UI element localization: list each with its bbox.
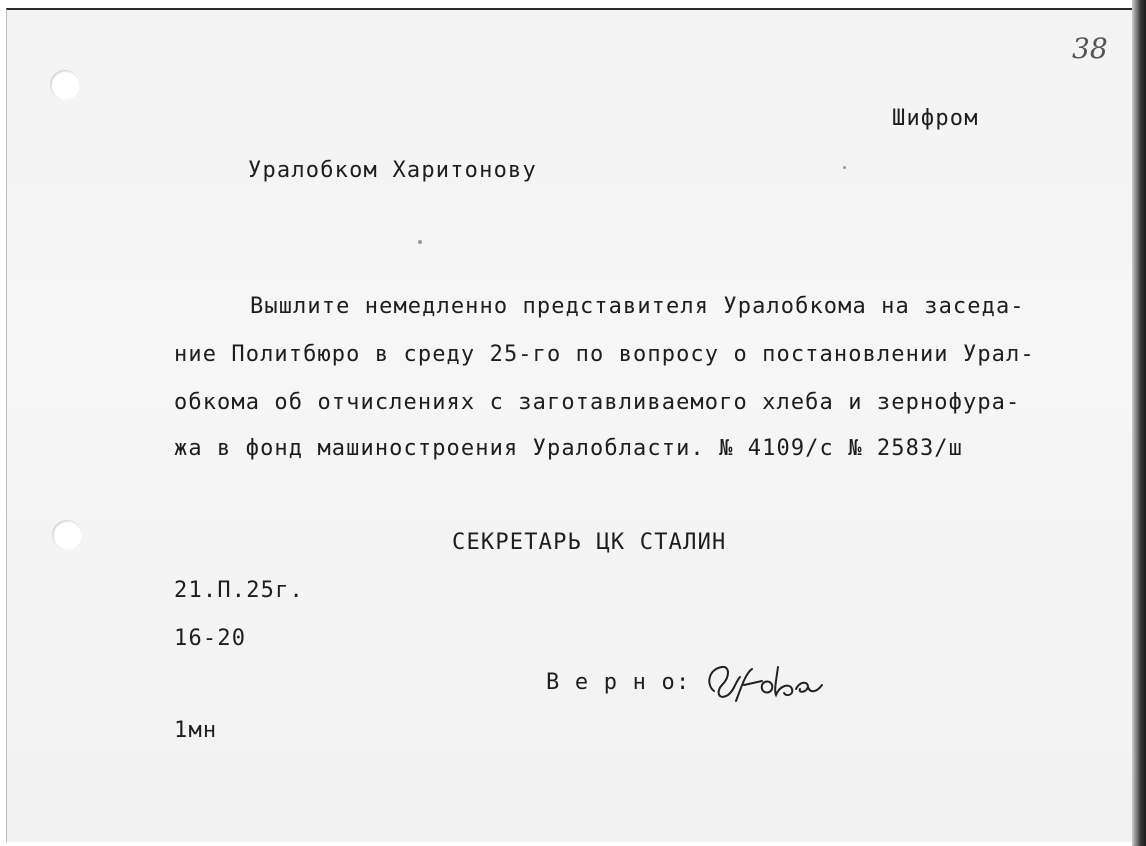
paper-speck	[418, 240, 422, 244]
time: 16-20	[174, 626, 247, 651]
body-line-4: жа в фонд машиностроения Уралобласти. № 4109/с № 2583/ш	[174, 436, 963, 461]
paper-sheet	[6, 8, 1133, 842]
body-line-1: Вышлите немедленно представителя Уралобкома на заседа-	[250, 294, 1025, 319]
cipher-method-label: Шифром	[892, 106, 979, 131]
date: 21.П.25г.	[174, 578, 305, 603]
handwritten-signature	[700, 655, 830, 715]
page-number: 38	[1072, 32, 1108, 65]
signatory: СЕКРЕТАРЬ ЦК СТАЛИН	[452, 530, 727, 555]
punch-hole-top	[50, 70, 80, 100]
copy-mark: 1мн	[174, 718, 218, 743]
paper-speck	[843, 166, 846, 169]
scan-edge-shadow	[1132, 0, 1146, 846]
addressee: Уралобком Харитонову	[248, 158, 537, 183]
body-line-3: обкома об отчислениях с заготавливаемого хлеба и зернофура-	[174, 390, 1021, 415]
certification-label: В е р н о:	[546, 670, 691, 695]
punch-hole-bottom	[52, 520, 82, 550]
body-line-2: ние Политбюро в среду 25-го по вопросу о постановлении Урал-	[174, 342, 1035, 367]
